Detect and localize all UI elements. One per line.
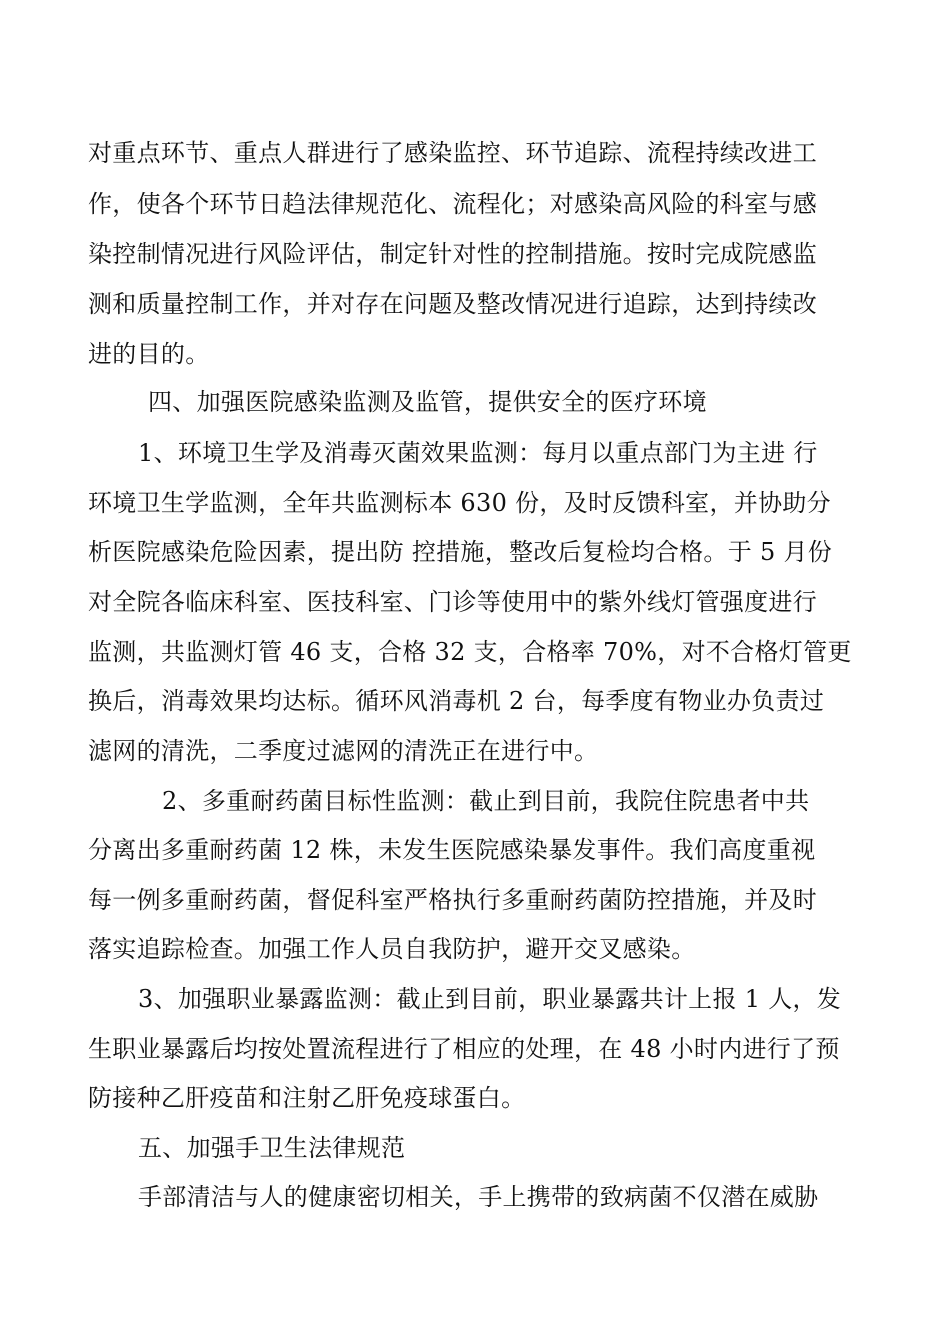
text-line: 对全院各临床科室、医技科室、门诊等使用中的紫外线灯管强度进行	[88, 588, 817, 616]
text-line: 2、多重耐药菌目标性监测：截止到目前，我院住院患者中共	[162, 787, 810, 815]
text-line: 生职业暴露后均按处置流程进行了相应的处理，在 48 小时内进行了预	[88, 1035, 840, 1063]
text-line: 分离出多重耐药菌 12 株，未发生医院感染暴发事件。我们高度重视	[88, 836, 816, 864]
text-line: 析医院感染危险因素，提出防 控措施，整改后复检均合格。于 5 月份	[88, 538, 833, 566]
text-line: 进的目的。	[88, 340, 210, 368]
text-line: 环境卫生学监测，全年共监测标本 630 份，及时反馈科室，并协助分	[88, 489, 831, 517]
text-line: 滤网的清洗，二季度过滤网的清洗正在进行中。	[88, 737, 599, 765]
text-line: 防接种乙肝疫苗和注射乙肝免疫球蛋白。	[88, 1084, 526, 1112]
text-line: 1、环境卫生学及消毒灭菌效果监测：每月以重点部门为主进 行	[138, 439, 818, 467]
text-line: 换后，消毒效果均达标。循环风消毒机 2 台，每季度有物业办负责过	[88, 687, 825, 715]
text-line: 监测，共监测灯管 46 支，合格 32 支，合格率 70%，对不合格灯管更	[88, 638, 852, 666]
text-line: 3、加强职业暴露监测：截止到目前，职业暴露共计上报 1 人，发	[138, 985, 842, 1013]
text-line: 染控制情况进行风险评估，制定针对性的控制措施。按时完成院感监	[88, 240, 817, 268]
section-heading-4: 四、加强医院感染监测及监管，提供安全的医疗环境	[148, 388, 707, 416]
text-line: 手部清洁与人的健康密切相关，手上携带的致病菌不仅潜在威胁	[138, 1183, 819, 1211]
section-heading-5: 五、加强手卫生法律规范	[138, 1134, 406, 1162]
text-line: 作，使各个环节日趋法律规范化、流程化；对感染高风险的科室与感	[88, 190, 817, 218]
text-line: 对重点环节、重点人群进行了感染监控、环节追踪、流程持续改进工	[88, 139, 817, 167]
text-line: 每一例多重耐药菌，督促科室严格执行多重耐药菌防控措施，并及时	[88, 886, 817, 914]
text-line: 测和质量控制工作，并对存在问题及整改情况进行追踪，达到持续改	[88, 290, 817, 318]
text-line: 落实追踪检查。加强工作人员自我防护，避开交叉感染。	[88, 935, 696, 963]
